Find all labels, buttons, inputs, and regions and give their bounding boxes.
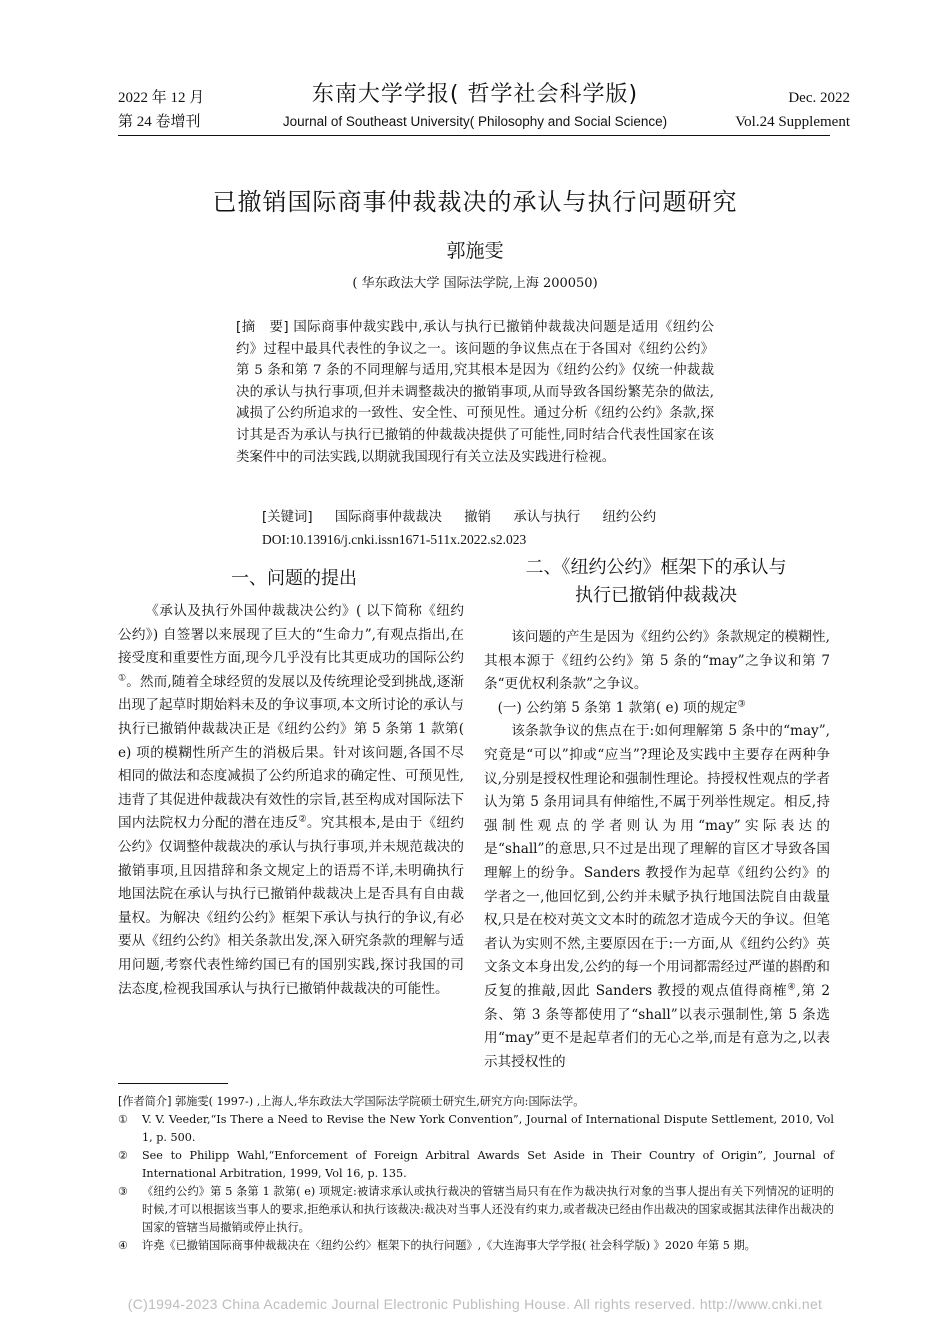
footnote-ref[interactable]: ①: [118, 673, 127, 684]
footnote-mark: ④: [118, 1239, 129, 1252]
header-date-cn: 2022 年 12 月: [118, 90, 205, 106]
abstract-text: 国际商事仲裁实践中,承认与执行已撤销仲裁裁决问题是适用《纽约公约》过程中最具代表性的争议之一。该问题的争议焦点在于各国对《纽约公约》第 5 条和第 7 条的不同理解与适用,究其根本是因为《纽约公约》仅统一仲裁裁决的承认与执行事项,但并未调整裁决的撤销事项,从而导致各国纷繁芜杂的做法,减损了公约所追求的一致性、安全性、可预见性。通过分析《纽约公约》条款,探讨其是否为承认与执行已撤销的仲裁裁决提供了可能性,同时结合代表性国家在该类案件中的司法实践,以期就我国现行有关立法及实践进行检视。: [236, 320, 714, 465]
article-title: 已撤销国际商事仲裁裁决的承认与执行问题研究: [212, 188, 738, 216]
article-author: 郭施雯: [446, 240, 504, 262]
author-bio: [118, 1093, 834, 1111]
subheading: [484, 697, 830, 721]
header-volume-en: Vol.24 Supplement: [735, 114, 850, 130]
footnotes: [118, 1093, 834, 1255]
abstract: [236, 317, 714, 468]
abstract-label: [摘 要]: [236, 320, 289, 335]
header-rule: [118, 135, 830, 136]
footnote: [118, 1237, 834, 1255]
paragraph: [484, 720, 830, 1074]
author-affiliation: ( 华东政法大学 国际法学院,上海 200050): [352, 276, 598, 291]
header-journal: [240, 80, 710, 131]
section-heading-2-line1: 二、《纽约公约》框架下的承认与: [525, 557, 787, 578]
footnote: [118, 1183, 834, 1237]
footnote-rule: [118, 1083, 228, 1084]
footnote-mark: ③: [118, 1185, 129, 1198]
header-volume-cn: 第 24 卷增刊: [118, 114, 201, 130]
text-run: 该条款争议的焦点在于:如何理解第 5 条中的“may”,究竟是“可以”抑或“应当”?理论及实践中主要存在两种争议,分别是授权性理论和强制性理论。持授权性观点的学者认为第 5 条用词具有伸缩性,不属于列举性规定。相反,持强制性观点的学者则认为用“may”实际表达的是“shall”的意思,只不过是出现了理解的盲区才导致各国理解上的纷争。Sanders 教授作为起草《纽约公约》的学者之一,他回忆到,公约并未赋予执行地国法院自由裁量权,只是在校对英文文本时的疏忽才造成今天的争议。但笔者认为实则不然,主要原因在于:一方面,从《纽约公约》英文条文本身出发,公约的每一个用词都需经过严谨的斟酌和反复的推敲,因此 Sanders 教授的观点值得商榷: [484, 723, 830, 999]
keyword: 纽约公约: [602, 510, 657, 525]
footnote-mark: ①: [118, 1113, 129, 1126]
text-run: 《承认及执行外国仲裁裁决公约》( 以下简称《纽约公约》) 自签署以来展现了巨大的“生命力”,有观点指出,在接受度和重要性方面,现今几乎没有比其更成功的国际公约: [118, 603, 464, 667]
header-issue-info: [118, 86, 248, 134]
footnote-text: V. V. Veeder,“Is There a Need to Revise the New York Convention”, Journal of International Dispute Settlement, 2010, Vol 1, p. 500.: [142, 1113, 834, 1144]
keywords-label: [关键词]: [262, 510, 313, 525]
body-column-right: [484, 626, 830, 1074]
header-date-en: Dec. 2022: [788, 90, 850, 106]
footnote-mark: ②: [118, 1149, 129, 1162]
text-run: 。究其根本,是由于《纽约公约》仅调整仲裁裁决的承认与执行事项,并未规范裁决的撤销事项,且因措辞和条文规定上的语焉不详,未明确执行地国法院在承认与执行已撤销仲裁裁决上是否具有自由裁量权。为解决《纽约公约》框架下承认与执行的争议,有必要从《纽约公约》相关条款出发,深入研究条款的理解与适用问题,考察代表性缔约国已有的国别实践,探讨我国的司法态度,检视我国承认与执行已撤销仲裁裁决的可能性。: [118, 815, 465, 997]
section-heading-1: 一、问题的提出: [231, 568, 357, 589]
journal-title-cn: 东南大学学报( 哲学社会科学版): [311, 82, 639, 107]
paragraph: [118, 600, 464, 1001]
author-bio-text: 郭施雯( 1997-) ,上海人,华东政法大学国际法学院硕士研究生,研究方向:国际法学。: [175, 1095, 585, 1108]
footnote: [118, 1147, 834, 1183]
author-bio-label: [作者简介]: [118, 1095, 172, 1108]
footnote-ref[interactable]: ④: [787, 982, 797, 993]
keyword: 承认与执行: [513, 510, 581, 525]
header-issue-info-en: [690, 86, 850, 134]
keyword: 撤销: [464, 510, 492, 525]
journal-title-en: Journal of Southeast University( Philosophy and Social Science): [282, 114, 668, 129]
text-run: ,第 2 条、第 3 条等都使用了“shall”以表示强制性,第 5 条选用“may”更不是起草者们的无心之举,而是有意为之,以表示其授权性的: [484, 982, 831, 1070]
section-heading-2-line2: 执行已撤销仲裁裁决: [575, 585, 737, 606]
text-run: 。然而,随着全球经贸的发展以及传统理论受到挑战,逐渐出现了起草时期始料未及的争议事项,本文所讨论的承认与执行已撤销仲裁裁决正是《纽约公约》第 5 条第 1 款第( e) 项的模糊性所产生的消极后果。针对该问题,各国不尽相同的做法和态度减损了公约所追求的确定性、可预见性,违背了其促进仲裁裁决有效性的宗旨,甚至构成对国际法下国内法院权力分配的潜在违反: [118, 673, 464, 832]
footnote: [118, 1111, 834, 1147]
body-column-left: [118, 600, 464, 1001]
copyright-notice: (C)1994-2023 China Academic Journal Electronic Publishing House. All rights reserved. http://www.cnki.net: [127, 1296, 823, 1312]
subheading-text: (一) 公约第 5 条第 1 款第( e) 项的规定: [497, 699, 738, 716]
paragraph: 该问题的产生是因为《纽约公约》条款规定的模糊性,其根本源于《纽约公约》第 5 条的“may”之争议和第 7 条“更优权利条款”之争议。: [484, 629, 830, 693]
footnote-text: 许堯《已撤销国际商事仲裁裁决在〈纽约公约〉框架下的执行问题》,《大连海事大学学报( 社会科学版) 》2020 年第 5 期。: [142, 1239, 756, 1252]
footnote-text: See to Philipp Wahl,“Enforcement of Foreign Arbitral Awards Set Aside in Their Country of Origin”, Journal of International Arbitration, 1999, Vol 16, p. 135.: [142, 1149, 834, 1180]
footnote-ref[interactable]: ②: [298, 814, 307, 825]
keyword: 国际商事仲裁裁决: [334, 510, 443, 525]
keywords: [262, 507, 722, 529]
section-heading-2: [482, 554, 830, 610]
footnote-text: 《纽约公约》第 5 条第 1 款第( e) 项规定:被请求承认或执行裁决的管辖当局只有在作为裁决执行对象的当事人提出有关下列情况的证明的时候,才可以根据该当事人的要求,拒绝承认和执行该裁决:裁决对当事人还没有约束力,或者裁决已经由作出裁决的国家或据其法律作出裁决的国家的管辖当局撤销或停止执行。: [142, 1185, 834, 1234]
doi: DOI:10.13916/j.cnki.issn1671-511x.2022.s2.023: [262, 532, 527, 547]
footnote-ref[interactable]: ③: [737, 699, 746, 710]
